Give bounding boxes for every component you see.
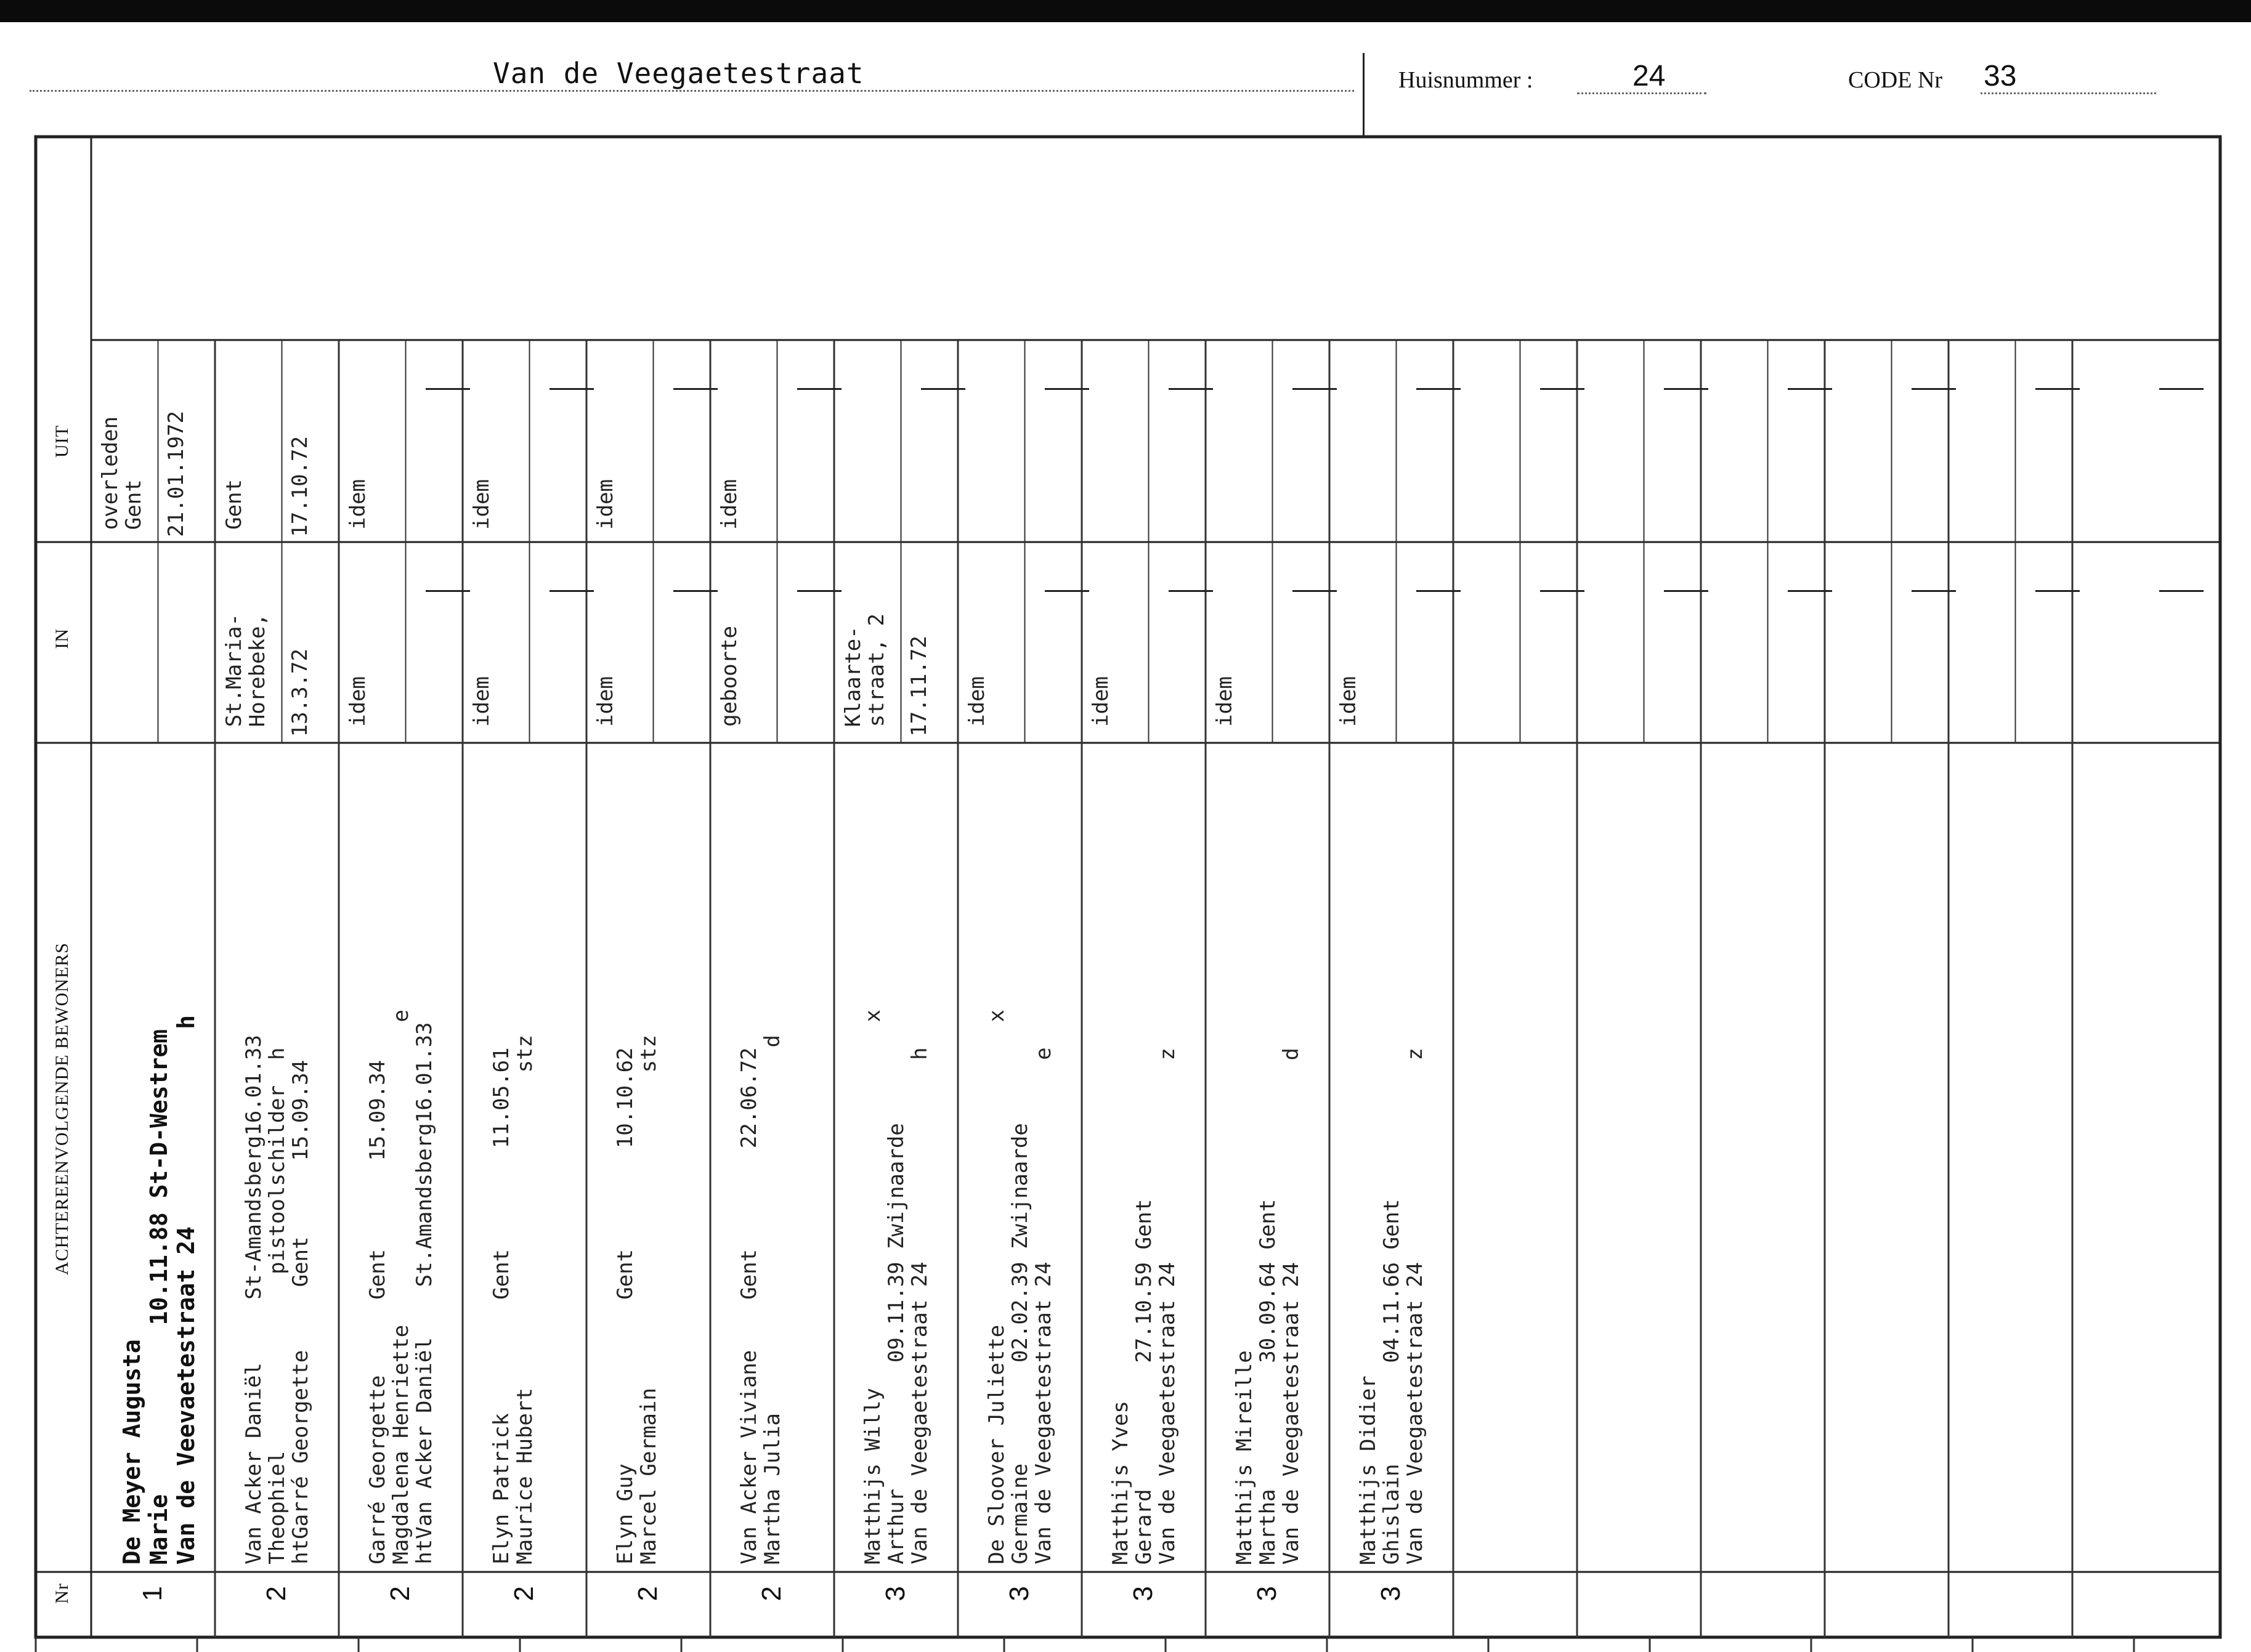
street-name: Van de Veegaetestraat	[493, 57, 864, 90]
in-date: 17.11.72	[906, 636, 931, 737]
code-number-value: 33	[1984, 60, 2017, 92]
uit-dash	[1664, 388, 1708, 390]
resident-entry: Elyn Patrick Gent 11.05.61 Maurice Hubert stz	[489, 1035, 537, 1565]
uit-date: 21.01.1972	[163, 411, 189, 537]
in-origin: idem	[1089, 676, 1113, 727]
resident-entry: Van Acker Viviane Gent 22.06.72 Martha Julia d	[737, 1035, 785, 1565]
resident-entry: De Meyer Augusta Marie 10.11.88 St-D-Westrem Van de Veevaetestraat 24 h	[118, 1014, 200, 1565]
entry-nr: 2	[261, 1586, 291, 1601]
resident-entry: Matthijs Didier Ghislain 04.11.66 Gent Van de Veegaetestraat 24 z	[1356, 1047, 1427, 1565]
in-date: 13.3.72	[287, 648, 312, 737]
resident-entry: Matthijs Mireille Martha 30.09.64 Gent Van de Veegaetestraat 24 d	[1232, 1047, 1304, 1565]
in-dash	[2159, 590, 2204, 592]
entry-nr: 3	[1004, 1586, 1034, 1601]
in-origin: geboorte	[717, 626, 742, 727]
in-dash	[797, 590, 842, 592]
resident-entry: Van Acker Daniël St-Amandsberg16.01.33 Theophiel pistoolschilder h htGarré Georgette Gent 15.09.34	[241, 1035, 313, 1565]
uit-dash	[1169, 388, 1213, 390]
in-origin: idem	[965, 676, 989, 727]
in-dash	[673, 590, 718, 592]
uit-dash	[1912, 388, 1956, 390]
entry-nr: 3	[1376, 1586, 1406, 1601]
in-origin: St.Maria- Horebeke,	[222, 613, 270, 727]
column-nr-label: Nr	[52, 1583, 72, 1604]
in-dash	[1292, 590, 1337, 592]
uit-dash	[1045, 388, 1089, 390]
in-origin: idem	[593, 676, 618, 727]
column-uit-label: UIT	[52, 425, 72, 458]
in-origin: idem	[469, 676, 494, 727]
uit-dash	[2159, 388, 2204, 390]
entry-nr: 1	[137, 1586, 168, 1601]
in-dash	[550, 590, 594, 592]
entry-nr: 2	[633, 1586, 663, 1601]
entry-nr: 3	[880, 1586, 911, 1601]
in-dash	[1045, 590, 1089, 592]
column-in-label: IN	[52, 628, 72, 649]
uit-destination: idem	[717, 479, 742, 530]
resident-entry: Garré Georgette Gent 15.09.34 Magdalena Henriette e htVan Acker Daniël St.Amandsberg16.01.33	[365, 1010, 437, 1565]
in-dash	[426, 590, 470, 592]
resident-entry: Matthijs Yves Gerard 27.10.59 Gent Van de Veegaetestraat 24 z	[1108, 1047, 1180, 1565]
uit-dash	[550, 388, 594, 390]
in-dash	[1169, 590, 1213, 592]
entry-nr: 3	[1252, 1586, 1282, 1601]
in-dash	[1540, 590, 1584, 592]
uit-destination: idem	[346, 479, 370, 530]
resident-entry: De Sloover Juliette x Germaine 02.02.39 Zwijnaarde Van de Veegaetestraat 24 e	[984, 1010, 1056, 1565]
uit-dash	[1292, 388, 1337, 390]
uit-dash	[1416, 388, 1461, 390]
uit-destination: Gent	[222, 479, 246, 530]
uit-destination: idem	[593, 479, 618, 530]
in-dash	[1788, 590, 1832, 592]
uit-dash	[921, 388, 965, 390]
entry-nr: 2	[756, 1586, 787, 1601]
column-residents-label: ACHTEREENVOLGENDE BEWONERS	[52, 942, 72, 1276]
code-label: CODE Nr	[1848, 67, 1943, 93]
in-dash	[1912, 590, 1956, 592]
entry-nr: 2	[509, 1586, 539, 1601]
in-dash	[2035, 590, 2080, 592]
resident-entry: Elyn Guy Gent 10.10.62 Marcel Germain stz	[613, 1035, 661, 1565]
uit-destination: idem	[469, 479, 494, 530]
in-dash	[1416, 590, 1461, 592]
uit-dash	[2035, 388, 2080, 390]
in-origin: idem	[1212, 676, 1237, 727]
resident-entry: Matthijs Willy x Arthur 09.11.39 Zwijnaarde Van de Veegaetestraat 24 h	[861, 1010, 932, 1565]
uit-destination: overleden Gent	[98, 416, 146, 530]
in-origin: idem	[1336, 676, 1361, 727]
house-number-value: 24	[1632, 60, 1666, 92]
uit-dash	[426, 388, 470, 390]
entry-nr: 3	[1128, 1586, 1158, 1601]
in-dash	[1664, 590, 1708, 592]
uit-date: 17.10.72	[287, 436, 312, 537]
in-origin: Klaarte- straat, 2	[841, 613, 889, 727]
uit-dash	[1788, 388, 1832, 390]
uit-dash	[1540, 388, 1584, 390]
uit-dash	[797, 388, 842, 390]
uit-dash	[673, 388, 718, 390]
in-origin: idem	[346, 676, 370, 727]
entry-nr: 2	[385, 1586, 415, 1601]
house-number-label: Huisnummer :	[1398, 67, 1533, 93]
